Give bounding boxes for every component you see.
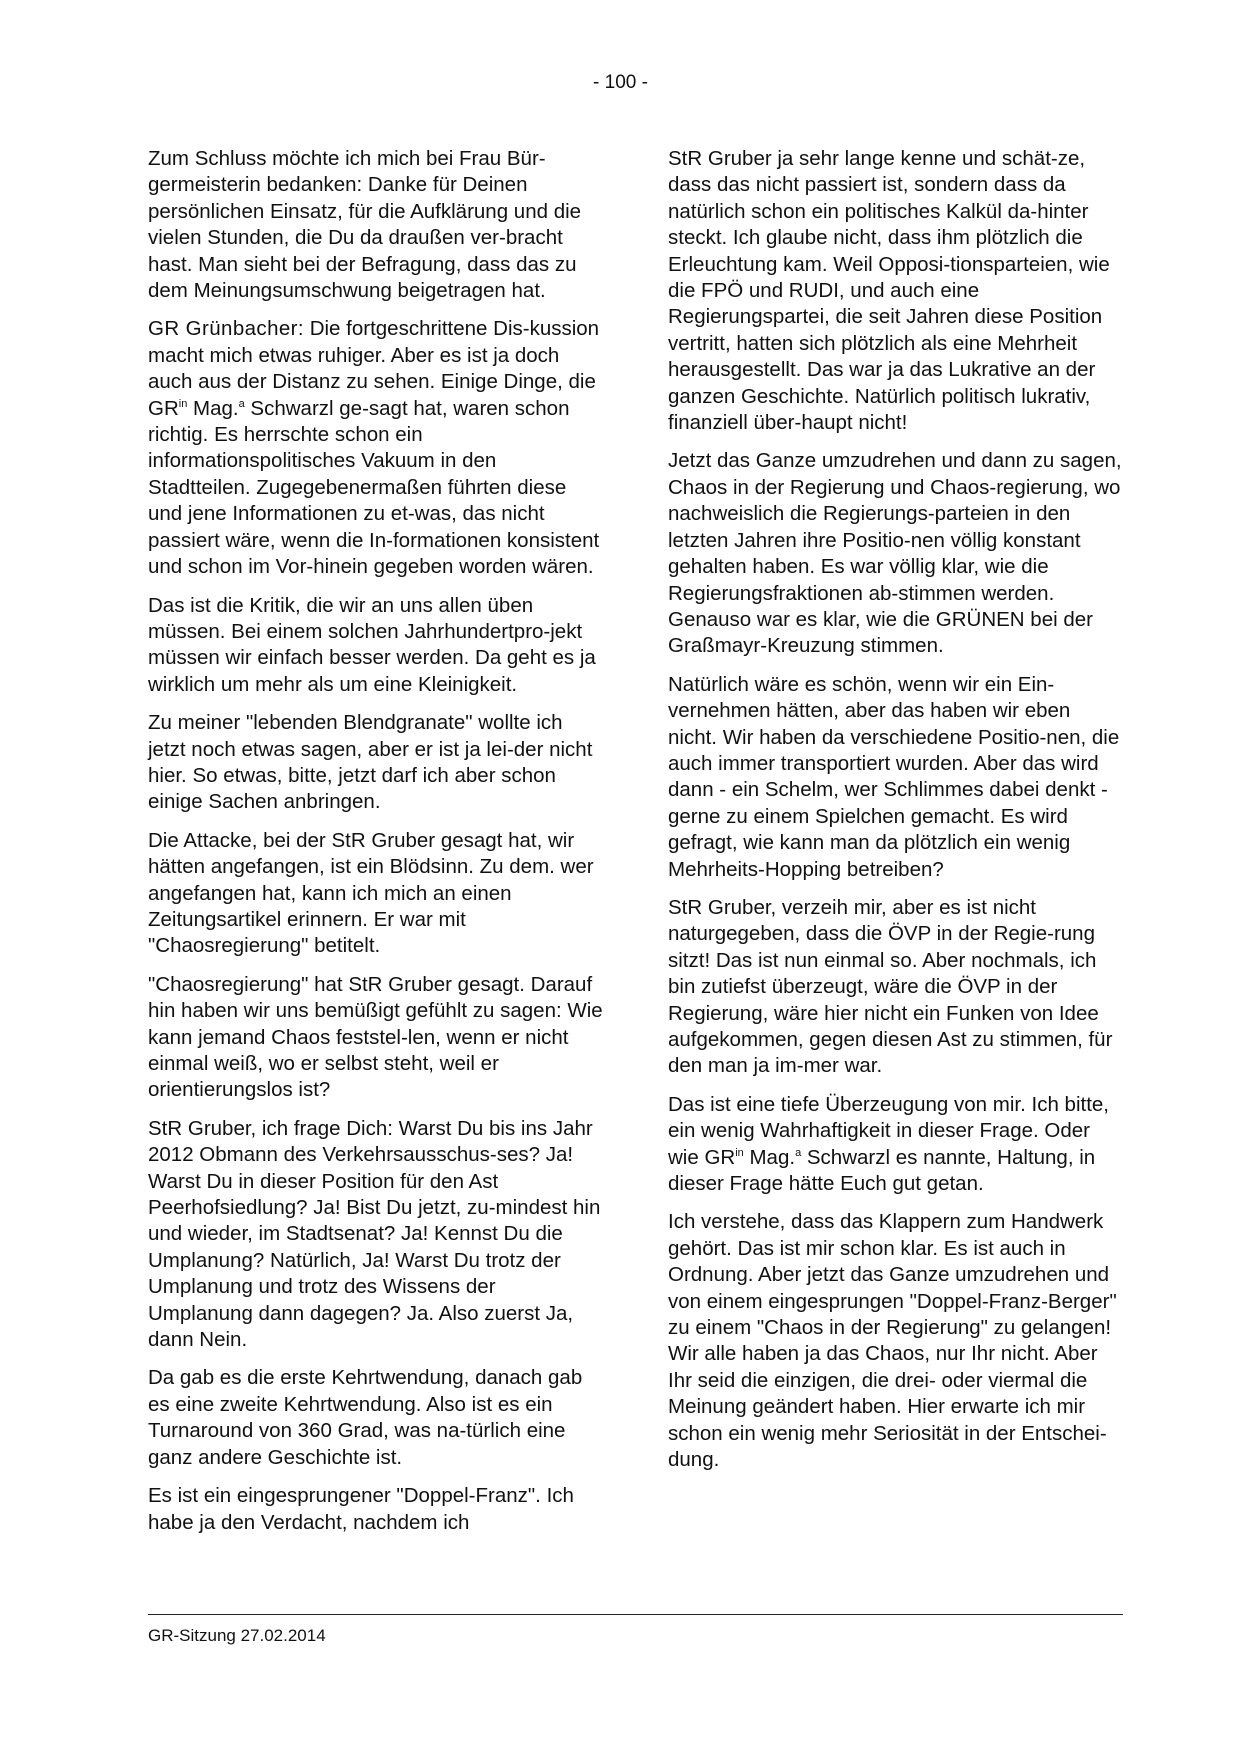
paragraph: Die Attacke, bei der StR Gruber gesagt hat, wir hätten angefangen, ist ein Blödsinn. Zu dem. wer angefangen hat, kann ich mich an einen Zeitungsartikel erinnern. Er war mit "Chaosregierung" betitelt. <box>148 828 594 958</box>
paragraph-text: Mag. <box>743 1145 796 1169</box>
paragraph-text: Die fortgeschrittene Dis-kussion macht mich etwas ruhiger. Aber es ist ja doch auch aus der Distanz zu sehen. Einige Dinge, die GR <box>148 317 600 420</box>
paragraph: Das ist die Kritik, die wir an uns allen üben müssen. Bei einem solchen Jahrhundertpro-jekt müssen wir einfach besser werden. Da geht es ja wirklich um mehr als um eine Kleinigkeit. <box>148 593 596 696</box>
paragraph: StR Gruber ja sehr lange kenne und schät-ze, dass das nicht passiert ist, sondern dass da natürlich schon ein politisches Kalkül da-hinter steckt. Ich glaube nicht, dass ihm plötzlich die Erleuchtung kam. Weil Opposi-tionsparteien, wie die FPÖ und RUDI, und auch eine Regierungspartei, die seit Jahren diese Position vertritt, hatten sich plötzlich als eine Mehrheit herausgestellt. Das war ja das Lukrative an der ganzen Geschichte. Natürlich politisch lukrativ, finanziell über-haupt nicht! <box>668 147 1110 435</box>
paragraph-text: Schwarzl es nannte, Haltung, in dieser Frage hätte Euch gut getan. <box>668 1145 1096 1196</box>
paragraph: Es ist ein eingesprungener "Doppel-Franz". Ich habe ja den Verdacht, nachdem ich <box>148 1484 574 1534</box>
paragraph-text: Schwarzl ge-sagt hat, waren schon richtig. Es herrschte schon ein informationspolitisches Vakuum in den Stadtteilen. Zugegebenermaßen führten diese und jene Informationen zu et-was, das nicht passiert wäre, wenn die In-formationen konsistent und schon im Vor-hinein gegeben worden wären. <box>148 396 600 579</box>
paragraph: "Chaosregierung" hat StR Gruber gesagt. Darauf hin haben wir uns bemüßigt gefühlt zu sagen: Wie kann jemand Chaos feststel-len, wenn er nicht einmal weiß, wo er selbst steht, weil er orientierungslos ist? <box>148 972 603 1102</box>
paragraph: StR Gruber, verzeih mir, aber es ist nicht naturgegeben, dass die ÖVP in der Regie-rung sitzt! Das ist nun einmal so. Aber nochmals, ich bin zutiefst überzeugt, wäre die ÖVP in der Regierung, wäre hier nicht ein Funken von Idee aufgekommen, gegen diesen Ast zu stimmen, für den man ja im-mer war. <box>668 895 1113 1078</box>
superscript: in <box>178 397 188 410</box>
speaker-name: GR Grünbacher: <box>148 317 304 341</box>
paragraph-text: Mag. <box>187 396 239 420</box>
footer-divider <box>148 1614 1123 1615</box>
paragraph: StR Gruber, ich frage Dich: Warst Du bis ins Jahr 2012 Obmann des Verkehrsausschus-ses? Ja! Warst Du in dieser Position für den Ast Peerhofsiedlung? Ja! Bist Du jetzt, zu-mindest hin und wieder, im Stadtsenat? Ja! Kennst Du die Umplanung? Natürlich, Ja! Warst Du trotz der Umplanung und trotz des Wissens der Umplanung dann dagegen? Ja. Also zuerst Ja, dann Nein. <box>148 1116 601 1352</box>
page-number: - 100 - <box>593 72 648 93</box>
paragraph-text: Das ist eine tiefe Überzeugung von mir. Ich bitte, ein wenig Wahrhaftigkeit in dieser Frage. Oder wie GR <box>668 1092 1109 1169</box>
paragraph: Ich verstehe, dass das Klappern zum Handwerk gehört. Das ist mir schon klar. Es ist auch in Ordnung. Aber jetzt das Ganze umzudrehen und von einem eingesprungen "Doppel-Franz-Berger" zu einem "Chaos in der Regierung" zu gelangen! Wir alle haben ja das Chaos, nur Ihr nicht. Aber Ihr seid die einzigen, die drei- oder viermal die Meinung geändert haben. Hier erwarte ich mir schon ein wenig mehr Seriosität in der Entschei-dung. <box>668 1210 1117 1472</box>
right-column <box>668 146 1123 1486</box>
paragraph: Jetzt das Ganze umzudrehen und dann zu sagen, Chaos in der Regierung und Chaos-regierung, wo nachweislich die Regierungs-parteien in den letzten Jahren ihre Positio-nen völlig konstant gehalten haben. Es war völlig klar, wie die Regierungsfraktionen ab-stimmen werden. Genauso war es klar, wie die GRÜNEN bei der Graßmayr-Kreuzung stimmen. <box>668 449 1122 658</box>
paragraph: Da gab es die erste Kehrtwendung, danach gab es eine zweite Kehrtwendung. Also ist es ein Turnaround von 360 Grad, was na-türlich eine ganz andere Geschichte ist. <box>148 1366 583 1469</box>
paragraph <box>668 1092 1123 1198</box>
paragraph <box>148 316 603 580</box>
paragraph: Zu meiner "lebenden Blendgranate" wollte ich jetzt noch etwas sagen, aber er ist ja lei-der nicht hier. So etwas, bitte, jetzt darf ich aber schon einige Sachen anbringen. <box>148 711 593 814</box>
paragraph: Natürlich wäre es schön, wenn wir ein Ein-vernehmen hätten, aber das haben wir eben nicht. Wir haben da verschiedene Positio-nen, die auch immer transportiert wurden. Aber das wird dann - ein Schelm, wer Schlimmes dabei denkt - gerne zu einem Spielchen gemacht. Es wird gefragt, wie kann man da plötzlich ein wenig Mehrheits-Hopping betreiben? <box>668 672 1120 881</box>
left-column <box>148 146 603 1548</box>
superscript: in <box>735 1146 744 1159</box>
footer-session-date: GR-Sitzung 27.02.2014 <box>148 1626 326 1645</box>
superscript: a <box>238 397 245 410</box>
superscript: a <box>795 1146 802 1159</box>
paragraph: Zum Schluss möchte ich mich bei Frau Bür-germeisterin bedanken: Danke für Deinen persönlichen Einsatz, für die Aufklärung und die vielen Stunden, die Du da draußen ver-bracht hast. Man sieht bei der Befragung, dass das zu dem Meinungsumschwung beigetragen hat. <box>148 147 582 303</box>
